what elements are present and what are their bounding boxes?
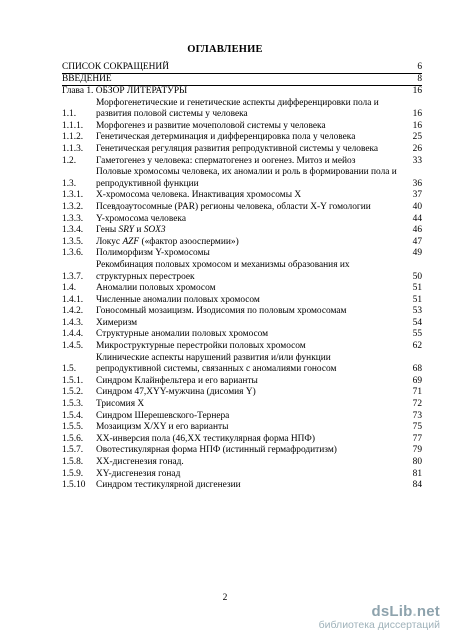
toc-entry-page: 16	[412, 109, 422, 120]
toc-entry-number: 1.5.3.	[62, 399, 84, 410]
toc-entry	[62, 132, 422, 144]
toc-entry-title: Овотестикулярная форма НПФ (истинный гермафродитизм)	[96, 445, 337, 456]
watermark-brand-a: dsLib	[371, 603, 413, 620]
toc-entry-title: ХХ-дисгенезия гонад.	[96, 457, 184, 467]
toc-entry-title: Химеризм	[96, 317, 138, 328]
toc-entry-title: ХХ-инверсия пола (46,ХХ тестикулярная форма НПФ)	[96, 433, 315, 444]
toc-entry-number: 1.5.8.	[62, 457, 84, 467]
toc-entry-title: Синдром 47,XYY-мужчина (дисомия Y)	[96, 387, 256, 398]
toc-entry	[62, 353, 422, 376]
toc-entry-title: Аномалии половых хромосом	[96, 283, 216, 294]
toc-entry-number: 1.5.7.	[62, 445, 84, 456]
toc-entry	[62, 225, 422, 237]
toc-entry-page: 72	[412, 399, 422, 410]
toc-entry	[62, 341, 422, 353]
toc-entry-number: 1.5.4.	[62, 410, 84, 421]
toc-entry-page: 84	[412, 480, 422, 491]
toc-entry-title: Трисомия Х	[96, 399, 145, 410]
watermark-brand-b: net	[416, 603, 440, 620]
toc-entry-page: 79	[412, 445, 422, 456]
toc-entry	[62, 445, 422, 457]
toc-entry-page: 16	[412, 120, 422, 131]
toc-entry-number: 1.4.3.	[62, 317, 84, 328]
toc-entry-number: 1.1.2.	[62, 132, 84, 143]
toc-entry-number: 1.4.	[62, 283, 77, 294]
toc-entry-page: 69	[412, 375, 422, 386]
toc-entry-title: Генетическая регуляция развития репродуктивной системы у человека	[96, 143, 379, 154]
toc-entry	[62, 190, 422, 202]
toc-entry-page: 46	[412, 225, 422, 236]
toc-entry-number: 1.3.5.	[62, 236, 84, 247]
toc-entry-number: 1.3.7.	[62, 271, 84, 282]
toc-entry-title: Гаметогенез у человека: сперматогенез и оогенез. Митоз и мейоз	[96, 155, 356, 166]
toc-entry	[62, 306, 422, 318]
toc-entry-title: Рекомбинация половых хромосом и механизмы образования их структурных перестроек	[96, 259, 350, 282]
toc-entry-number: 1.3.1.	[62, 190, 84, 201]
toc-entry	[62, 399, 422, 411]
toc-entry	[62, 411, 422, 423]
toc-entry-page: 25	[412, 132, 422, 143]
toc-entry-page: 62	[412, 341, 422, 352]
toc-entry-number: 1.5.1.	[62, 375, 84, 386]
toc-entry-number: 1.1.	[62, 109, 77, 120]
toc-entry-title: Морфогенез и развитие мочеполовой системы у человека	[96, 120, 326, 131]
toc-entry-number: 1.5.10	[62, 480, 86, 491]
toc-entry-page: 55	[412, 329, 422, 340]
toc-entry-number: 1.4.1.	[62, 294, 84, 305]
toc-entry	[62, 156, 422, 168]
toc-entry-number: 1.5.9.	[62, 468, 84, 479]
toc-entry-title: ВВЕДЕНИЕ	[62, 74, 112, 84]
toc-entry-page: 77	[412, 433, 422, 444]
watermark-subtitle: библиотека диссертаций	[318, 619, 440, 631]
toc-entry-page: 40	[412, 201, 422, 212]
toc-entry-page: 37	[412, 190, 422, 201]
toc-entry-title: СПИСОК СОКРАЩЕНИЙ	[62, 62, 169, 72]
toc-entry-page: 50	[412, 271, 422, 282]
toc-entry	[62, 98, 422, 121]
toc-entry-page: 71	[412, 387, 422, 398]
toc-entry-title: Х-хромосома человека. Инактивация хромосомы Х	[96, 190, 302, 201]
toc-entry	[62, 457, 422, 469]
toc-entry	[62, 295, 422, 307]
toc-entry-number: 1.4.4.	[62, 329, 84, 340]
toc-entry-title: Половые хромосомы человека, их аномалии и роль в формировании пола и репродуктивной функции	[96, 167, 397, 189]
toc-entry-number: 1.4.5.	[62, 341, 84, 352]
toc-entry-title: Генетическая детерминация и дифференцировка пола у человека	[96, 132, 356, 143]
toc-entry-page: 8	[417, 74, 422, 84]
toc-entry-number: 1.5.5.	[62, 422, 84, 433]
toc-entry-title: Глава 1. ОБЗОР ЛИТЕРАТУРЫ	[62, 86, 188, 96]
toc-entry	[62, 376, 422, 388]
toc-entry-title: Структурные аномалии половых хромосом	[96, 329, 269, 340]
toc-entry-title: Псевдоаутосомные (PAR) регионы человека, области X-Y гомологии	[96, 201, 371, 212]
toc-entry	[62, 202, 422, 214]
toc-entry	[62, 62, 422, 74]
toc-entry-page: 68	[412, 364, 422, 375]
toc-entry-page: 81	[412, 468, 422, 479]
toc-entry	[62, 260, 422, 283]
toc-entry-page: 16	[412, 86, 422, 96]
toc-entry-page: 33	[412, 155, 422, 166]
watermark-brand	[319, 603, 440, 620]
toc-entry-title: Полиморфизм Y-хромосомы	[96, 248, 210, 259]
toc-entry-number: 1.3.6.	[62, 248, 84, 259]
toc-entry-title: Микроструктурные перестройки половых хромосом	[96, 341, 306, 352]
toc-entry-page: 54	[412, 317, 422, 328]
toc-entry-number: 1.5.	[62, 364, 77, 375]
toc-entry-title: Численные аномалии половых хромосом	[96, 294, 260, 305]
toc-entry	[62, 144, 422, 156]
toc-entry	[62, 214, 422, 226]
toc-entry-title: Синдром Клайнфельтера и его варианты	[96, 375, 258, 386]
toc-entry	[62, 248, 422, 260]
toc-entry-number: 1.3.3.	[62, 213, 84, 224]
toc-entry	[62, 480, 422, 492]
toc-entry-number: 1.5.6.	[62, 433, 84, 444]
toc-entry-number: 1.3.2.	[62, 201, 84, 212]
toc-entry-number: 1.1.3.	[62, 143, 84, 154]
toc-entry	[62, 434, 422, 446]
toc-entry-title: Морфогенетические и генетические аспекты дифференцировки пола и развития половой системы у человека	[96, 97, 379, 120]
toc-heading: ОГЛАВЛЕНИЕ	[187, 44, 263, 55]
toc-entry	[62, 318, 422, 330]
toc-entry-page: 6	[417, 62, 422, 72]
toc-entry-page: 47	[412, 236, 422, 247]
toc-entry-number: 1.1.1.	[62, 120, 84, 131]
toc-entry	[62, 469, 422, 481]
toc-entry-number: 1.2.	[62, 155, 77, 166]
toc-entry-title: Синдром Шерешевского-Тернера	[96, 410, 230, 421]
page-number: 2	[222, 593, 228, 603]
toc-entry-title: ХY-дисгенезия гонад	[96, 468, 181, 479]
toc-entry-number: 1.4.2.	[62, 306, 84, 317]
toc-entry-page: 49	[412, 248, 422, 259]
toc-entry-page: 44	[412, 213, 422, 224]
toc-entry-title: Локус AZF («фактор азооспермии»)	[96, 236, 239, 247]
toc-entry	[62, 387, 422, 399]
toc-entry	[62, 167, 422, 190]
toc-entry	[62, 74, 422, 86]
table-of-contents	[62, 62, 422, 492]
toc-entry-page: 26	[412, 143, 422, 154]
toc-entry-page: 73	[412, 410, 422, 421]
toc-entry-page: 80	[412, 457, 422, 467]
toc-entry-title: Клинические аспекты нарушений развития и/или функции репродуктивной системы, связанных с аномалиями гоносом	[96, 352, 337, 375]
toc-entry	[62, 283, 422, 295]
toc-entry	[62, 121, 422, 133]
toc-entry-page: 51	[412, 294, 422, 305]
toc-entry-title: Синдром тестикулярной дисгенезии	[96, 480, 241, 491]
toc-entry-number: 1.5.2.	[62, 387, 84, 398]
toc-entry-title: Мозаицизм X/XY и его варианты	[96, 422, 229, 433]
toc-entry	[62, 422, 422, 434]
toc-entry-page: 51	[412, 283, 422, 294]
toc-entry	[62, 237, 422, 249]
toc-entry-page: 75	[412, 422, 422, 433]
watermark	[319, 603, 440, 631]
watermark-brand-dot: .	[412, 603, 417, 620]
toc-entry	[62, 329, 422, 341]
toc-entry-page: 53	[412, 306, 422, 317]
toc-entry-number: 1.3.4.	[62, 225, 84, 236]
toc-entry-title: Y-хромосома человека	[96, 213, 186, 224]
toc-entry-title: Гоносомный мозаицизм. Изодисомия по половым хромосомам	[96, 306, 347, 317]
toc-entry	[62, 86, 422, 98]
toc-entry-page: 36	[412, 178, 422, 189]
toc-entry-title: Гены SRY и SOX3	[96, 225, 166, 236]
toc-entry-number: 1.3.	[62, 178, 77, 189]
